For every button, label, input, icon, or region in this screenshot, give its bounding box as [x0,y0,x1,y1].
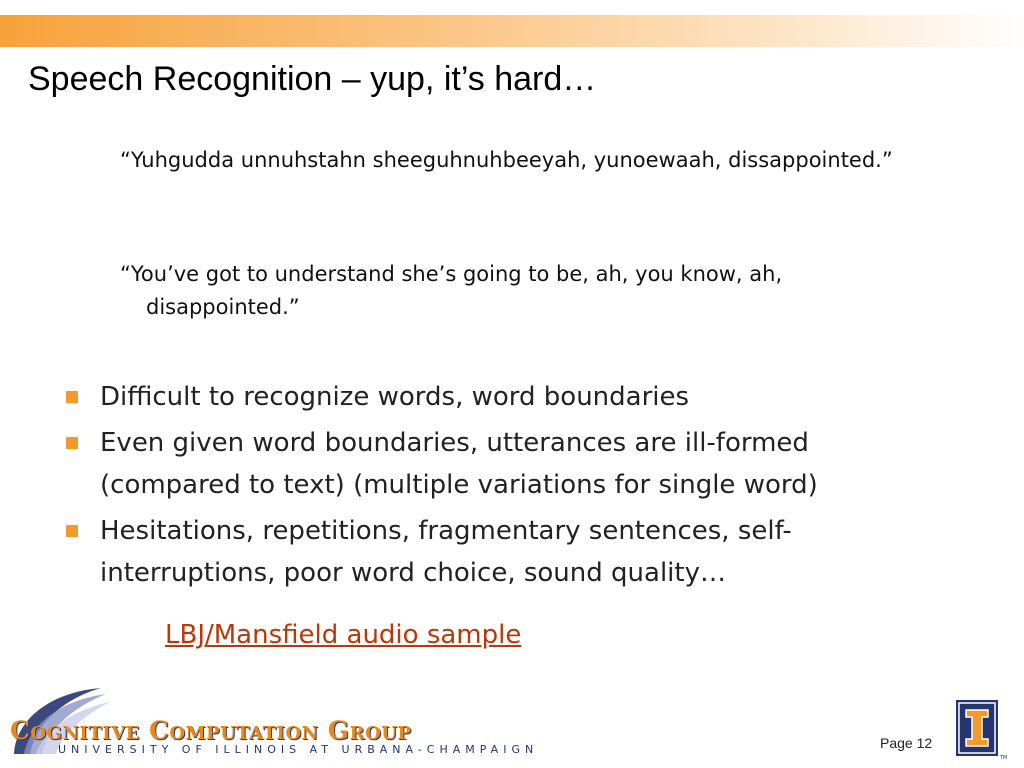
quote-phonetic: “Yuhgudda unnuhstahn sheeguhnuhbeeyah, yunoewaah, dissappointed.” [120,148,893,172]
header-accent-bar [0,15,1024,47]
cognitive-computation-group-logo [6,684,539,760]
audio-sample-link[interactable]: LBJ/Mansfield audio sample [165,620,522,650]
bullet-item [62,510,942,594]
bullet-text: Hesitations, repetitions, fragmentary sentences, self-interruptions, poor word choice, sound quality… [100,516,792,588]
square-bullet-icon [66,437,78,449]
logo-university-text: UNIVERSITY OF ILLINOIS AT URBANA-CHAMPAIGN [58,743,539,756]
bullet-item [62,376,942,418]
page-number: Page 12 [880,735,933,751]
bullet-list [62,376,942,598]
bullet-text: Difficult to recognize words, word boundaries [100,382,690,412]
svg-text:TM: TM [1000,755,1008,761]
square-bullet-icon [66,525,78,537]
logo-name-text: Cognitive Computation Group [10,716,412,745]
bullet-text: Even given word boundaries, utterances are ill-formed (compared to text) (multiple variations for single word) [100,428,818,500]
illinois-block-i-icon [956,700,1008,761]
bullet-item [62,422,942,506]
quote-transcription: “You’ve got to understand she’s going to be, ah, you know, ah, disappointed.” [120,262,783,319]
square-bullet-icon [66,391,78,403]
slide-title: Speech Recognition – yup, it’s hard… [28,60,597,98]
